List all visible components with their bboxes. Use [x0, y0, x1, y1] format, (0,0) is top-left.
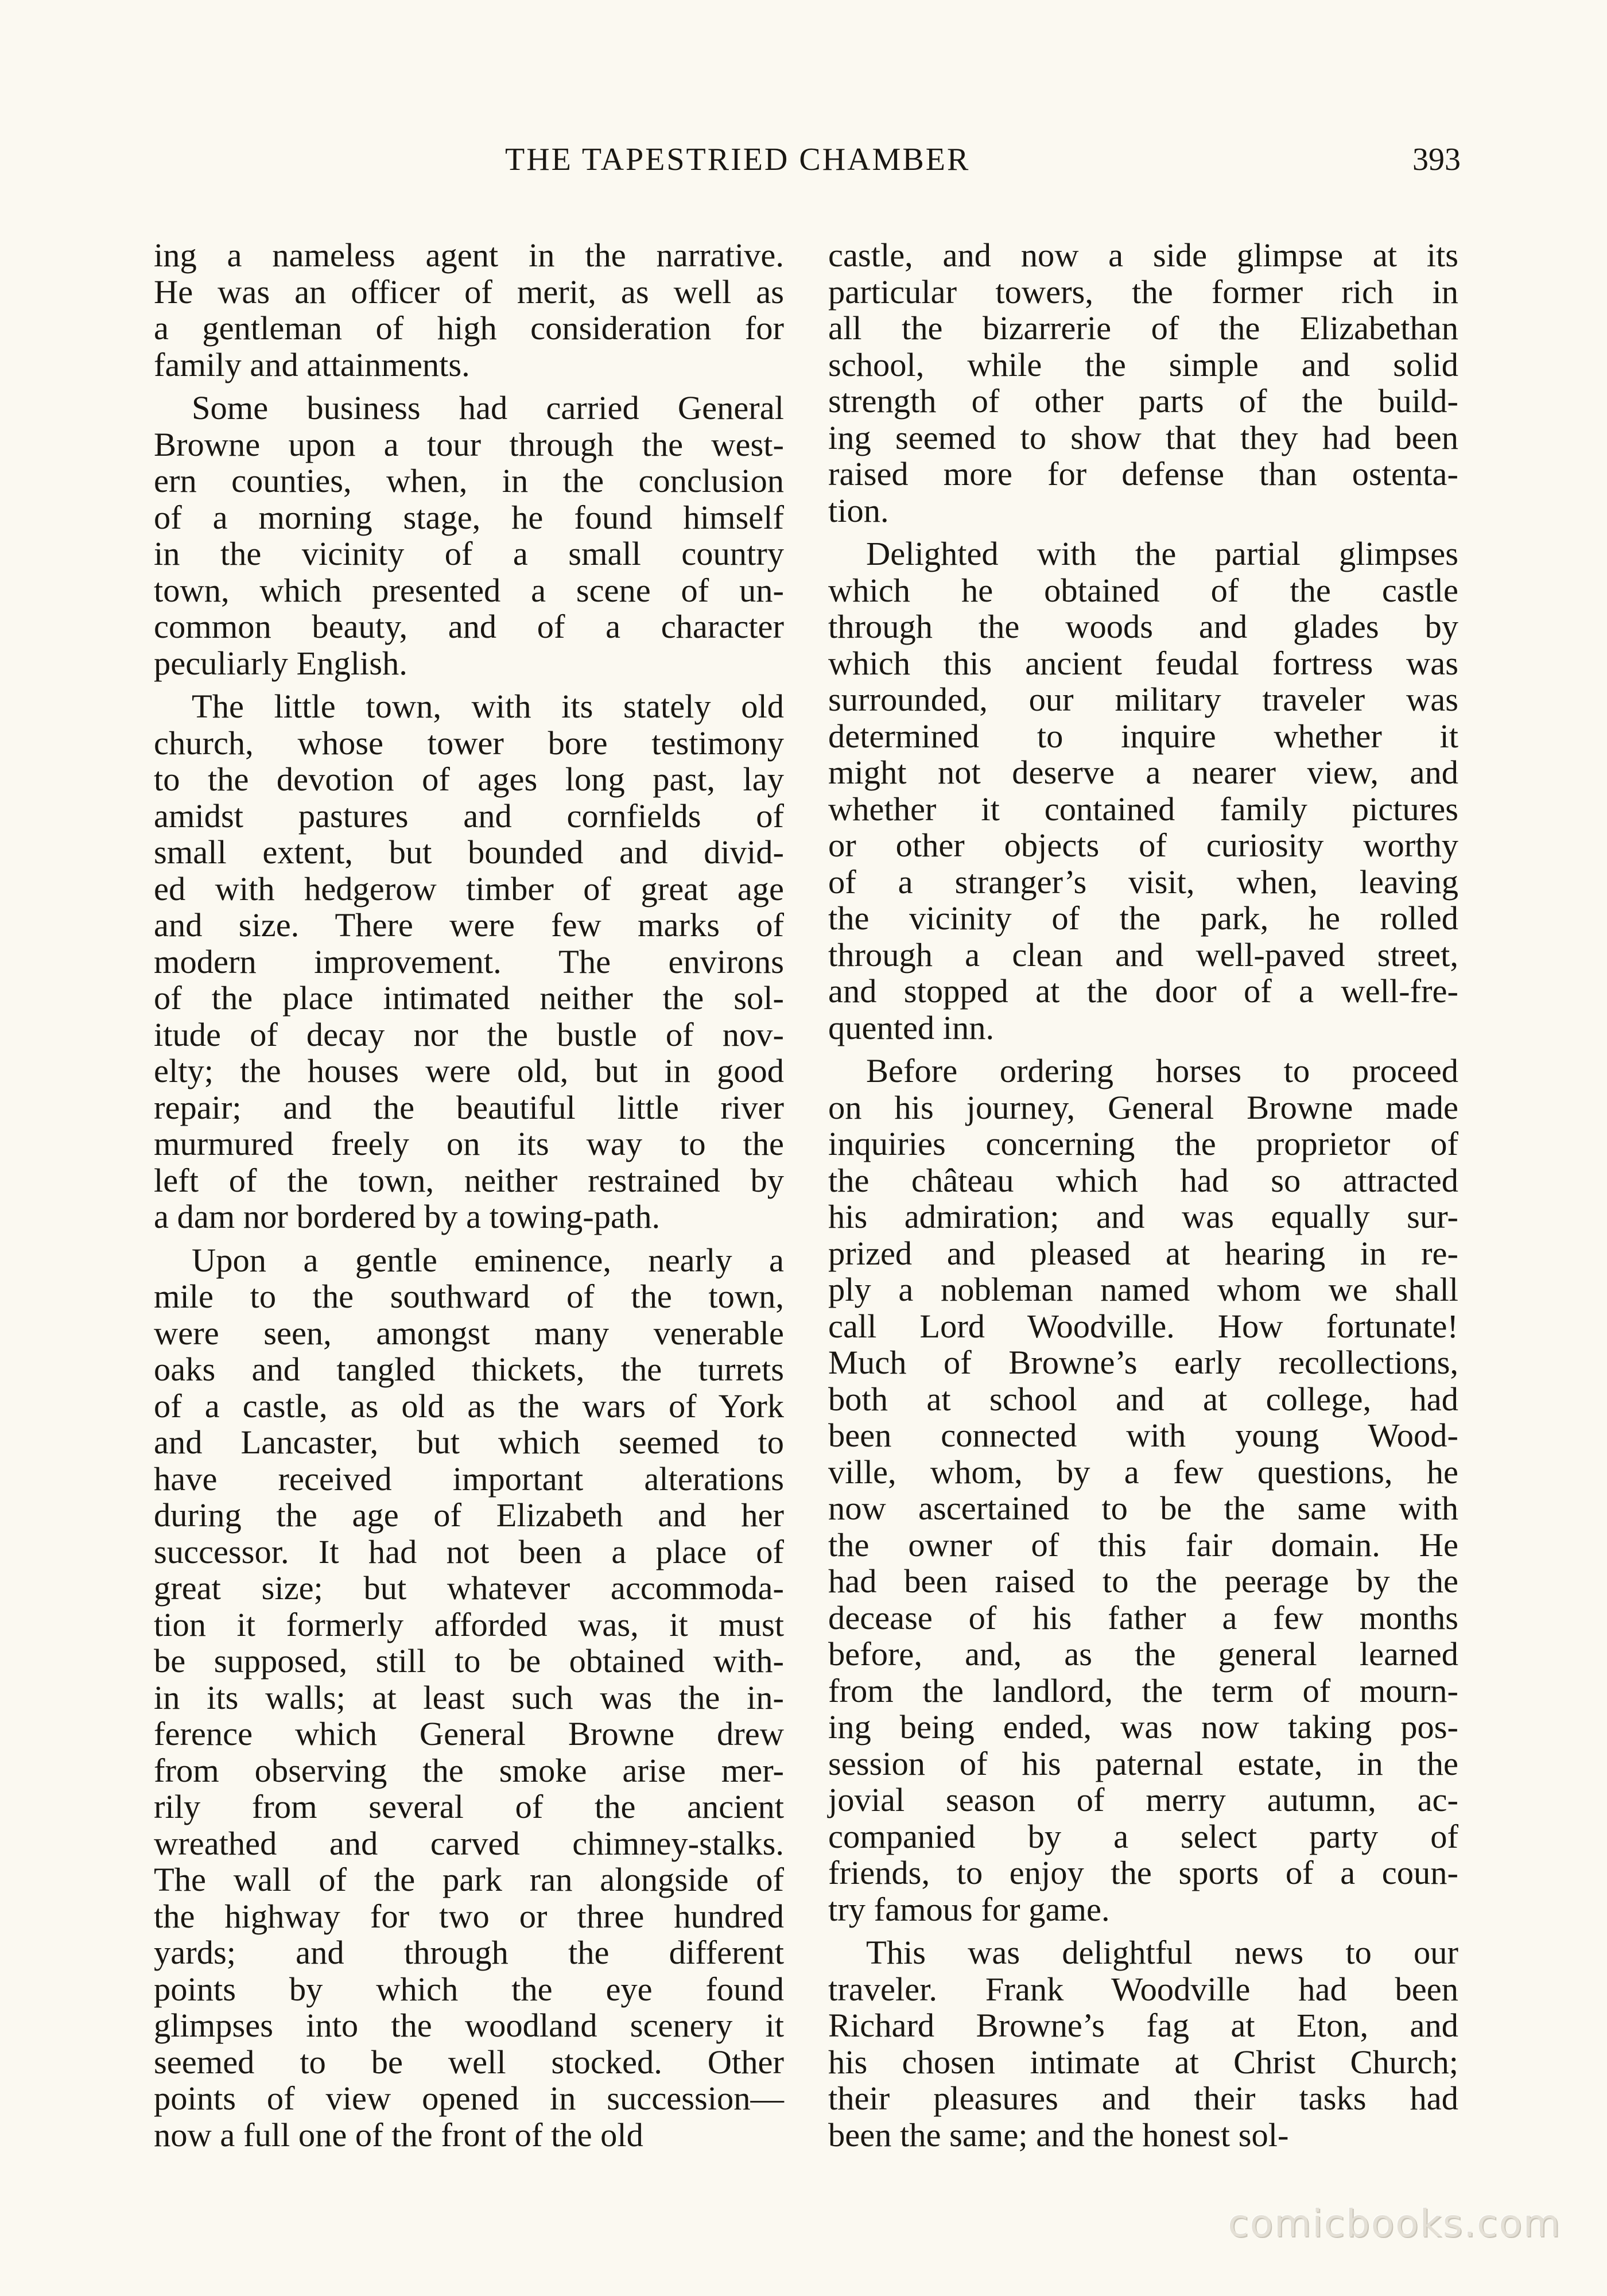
- text-line: rily from several of the ancient: [154, 1788, 784, 1825]
- text-line: the owner of this fair domain. He: [828, 1526, 1458, 1564]
- text-line: been the same; and the honest sol-: [828, 2116, 1289, 2154]
- text-line: been connected with young Wood-: [828, 1417, 1458, 1454]
- text-line: determined to inquire whether it: [828, 717, 1458, 755]
- paragraph: [154, 688, 784, 1235]
- text-line: before, and, as the general learned: [828, 1635, 1458, 1673]
- text-line: tion it formerly afforded was, it must: [154, 1605, 784, 1643]
- text-line: prized and pleased at hearing in re-: [828, 1234, 1458, 1272]
- text-line: friends, to enjoy the sports of a coun-: [828, 1854, 1458, 1891]
- text-column-left: [154, 237, 784, 2153]
- text-line: yards; and through the different: [154, 1934, 784, 1971]
- text-line: wreathed and carved chimney-stalks.: [154, 1824, 784, 1862]
- text-line: from observing the smoke arise mer-: [154, 1751, 784, 1789]
- text-line: The little town, with its stately old: [192, 688, 784, 725]
- text-line: of the place intimated neither the sol-: [154, 979, 784, 1017]
- paragraph: [828, 1053, 1458, 1927]
- paragraph-spacing: [154, 1235, 784, 1242]
- text-line: Before ordering horses to proceed: [866, 1052, 1458, 1089]
- text-line: decease of his father a few months: [828, 1599, 1458, 1636]
- text-line: particular towers, the former rich in: [828, 273, 1458, 311]
- text-line: itude of decay nor the bustle of nov-: [154, 1015, 784, 1053]
- text-line: of a stranger’s visit, when, leaving: [828, 863, 1458, 901]
- text-line: the vicinity of the park, he rolled: [828, 899, 1458, 937]
- text-line: ing a nameless agent in the narrative.: [154, 236, 784, 274]
- text-line: This was delightful news to our: [866, 1934, 1458, 1971]
- text-line: amidst pastures and cornfields of: [154, 797, 784, 835]
- text-line: left of the town, neither restrained by: [154, 1161, 784, 1199]
- text-line: modern improvement. The environs: [154, 943, 784, 980]
- text-line: quented inn.: [828, 1009, 995, 1046]
- text-line: elty; the houses were old, but in good: [154, 1052, 784, 1089]
- text-line: might not deserve a nearer view, and: [828, 754, 1458, 791]
- text-line: a gentleman of high consideration for: [154, 309, 784, 347]
- text-line: to the devotion of ages long past, lay: [154, 761, 784, 798]
- text-line: session of his paternal estate, in the: [828, 1744, 1458, 1782]
- text-line: tion.: [828, 491, 889, 529]
- paragraph: [828, 237, 1458, 529]
- text-line: inquiries concerning the proprietor of: [828, 1125, 1458, 1162]
- text-line: strength of other parts of the build-: [828, 382, 1458, 420]
- text-line: companied by a select party of: [828, 1817, 1458, 1855]
- text-line: seemed to be well stocked. Other: [154, 2043, 784, 2081]
- text-line: Some business had carried General: [192, 389, 784, 426]
- text-line: great size; but whatever accommoda-: [154, 1569, 784, 1607]
- text-line: call Lord Woodville. How fortunate!: [828, 1307, 1458, 1345]
- text-line: The wall of the park ran alongside of: [154, 1861, 784, 1898]
- text-line: all the bizarrerie of the Elizabethan: [828, 309, 1458, 347]
- text-line: jovial season of merry autumn, ac-: [828, 1781, 1458, 1818]
- text-line: from the landlord, the term of mourn-: [828, 1671, 1458, 1709]
- paragraph: [154, 390, 784, 681]
- text-line: which this ancient feudal fortress was: [828, 644, 1458, 682]
- text-line: have received important alterations: [154, 1460, 784, 1498]
- text-column-right: [828, 237, 1458, 2153]
- text-line: now ascertained to be the same with: [828, 1490, 1458, 1527]
- text-line: and size. There were few marks of: [154, 906, 784, 944]
- page-number: 393: [1412, 142, 1461, 177]
- text-line: or other objects of curiosity worthy: [828, 827, 1458, 864]
- text-line: whether it contained family pictures: [828, 790, 1458, 828]
- text-line: oaks and tangled thickets, the turrets: [154, 1351, 784, 1388]
- text-line: castle, and now a side glimpse at its: [828, 236, 1458, 274]
- text-line: Browne upon a tour through the west-: [154, 425, 784, 463]
- text-line: in the vicinity of a small country: [154, 535, 784, 572]
- text-line: ply a nobleman named whom we shall: [828, 1271, 1458, 1308]
- text-line: both at school and at college, had: [828, 1380, 1458, 1418]
- text-line: murmured freely on its way to the: [154, 1125, 784, 1162]
- text-line: church, whose tower bore testimony: [154, 724, 784, 762]
- text-line: be supposed, still to be obtained with-: [154, 1642, 784, 1680]
- paragraph: [828, 1934, 1458, 2153]
- paragraph: [154, 1242, 784, 2154]
- text-line: surrounded, our military traveler was: [828, 681, 1458, 718]
- text-line: town, which presented a scene of un-: [154, 571, 784, 609]
- text-line: the château which had so attracted: [828, 1161, 1458, 1199]
- text-line: ing seemed to show that they had been: [828, 418, 1458, 456]
- text-line: and stopped at the door of a well-fre-: [828, 972, 1458, 1010]
- text-line: try famous for game.: [828, 1890, 1110, 1928]
- text-line: now a full one of the front of the old: [154, 2116, 643, 2154]
- text-line: peculiarly English.: [154, 644, 407, 682]
- text-line: Richard Browne’s fag at Eton, and: [828, 2007, 1458, 2044]
- text-line: through a clean and well-paved street,: [828, 936, 1458, 974]
- text-line: the highway for two or three hundred: [154, 1897, 784, 1935]
- paragraph: [828, 536, 1458, 1046]
- text-line: glimpses into the woodland scenery it: [154, 2007, 784, 2044]
- text-line: on his journey, General Browne made: [828, 1088, 1458, 1126]
- text-line: traveler. Frank Woodville had been: [828, 1970, 1458, 2008]
- text-line: successor. It had not been a place of: [154, 1533, 784, 1570]
- text-line: small extent, but bounded and divid-: [154, 833, 784, 871]
- text-line: during the age of Elizabeth and her: [154, 1496, 784, 1534]
- text-line: points by which the eye found: [154, 1970, 784, 2008]
- text-line: ville, whom, by a few questions, he: [828, 1453, 1458, 1491]
- text-line: in its walls; at least such was the in-: [154, 1678, 784, 1716]
- text-line: and Lancaster, but which seemed to: [154, 1424, 784, 1461]
- text-line: family and attainments.: [154, 346, 470, 383]
- text-line: of a castle, as old as the wars of York: [154, 1387, 784, 1425]
- paragraph: [154, 237, 784, 383]
- text-line: which he obtained of the castle: [828, 571, 1458, 609]
- text-line: had been raised to the peerage by the: [828, 1562, 1458, 1600]
- text-line: ference which General Browne drew: [154, 1715, 784, 1752]
- text-line: his chosen intimate at Christ Church;: [828, 2043, 1458, 2081]
- text-line: ern counties, when, in the conclusion: [154, 462, 784, 499]
- text-line: common beauty, and of a character: [154, 608, 784, 645]
- text-line: ing being ended, was now taking pos-: [828, 1708, 1458, 1746]
- running-head-title: THE TAPESTRIED CHAMBER: [505, 142, 971, 177]
- text-line: mile to the southward of the town,: [154, 1278, 784, 1315]
- text-line: through the woods and glades by: [828, 608, 1458, 645]
- text-line: Much of Browne’s early recollections,: [828, 1344, 1458, 1381]
- text-line: repair; and the beautiful little river: [154, 1088, 784, 1126]
- text-line: Upon a gentle eminence, nearly a: [192, 1241, 784, 1279]
- text-line: were seen, amongst many venerable: [154, 1314, 784, 1352]
- text-line: He was an officer of merit, as well as: [154, 273, 784, 311]
- text-line: raised more for defense than ostenta-: [828, 455, 1458, 492]
- text-line: school, while the simple and solid: [828, 346, 1458, 383]
- watermark-logo: comicbooks.com: [1228, 2201, 1561, 2245]
- text-line: points of view opened in succession—: [154, 2080, 784, 2117]
- text-line: of a morning stage, he found himself: [154, 498, 784, 536]
- text-line: ed with hedgerow timber of great age: [154, 870, 784, 907]
- text-line: a dam nor bordered by a towing-path.: [154, 1198, 661, 1235]
- text-line: their pleasures and their tasks had: [828, 2080, 1458, 2117]
- text-line: his admiration; and was equally sur-: [828, 1198, 1458, 1235]
- text-line: Delighted with the partial glimpses: [866, 535, 1458, 572]
